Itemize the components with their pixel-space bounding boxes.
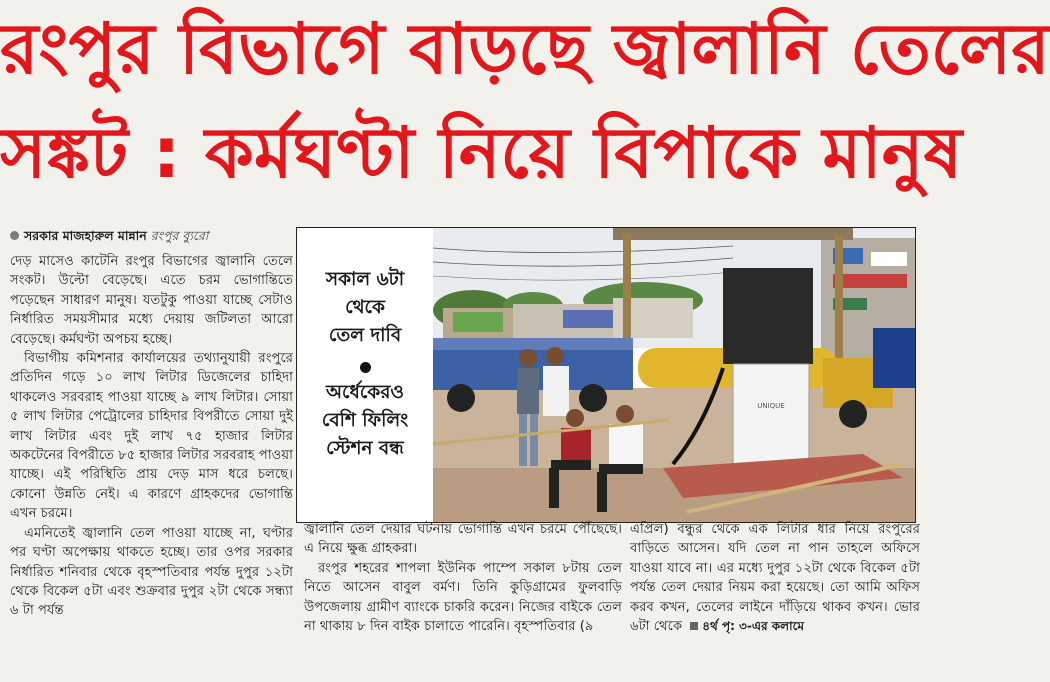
- continued-note: [682, 619, 804, 633]
- paragraph: এমনিতেই জ্বালানি তেল পাওয়া যাচ্ছে না, ঘণ্টার পর ঘণ্টা অপেক্ষায় থাকতে হচ্ছে। তার ওপর সরকার নির্ধারিত শনিবার থেকে বৃহস্পতিবার পর্যন্ত দুপুর ১২টা থেকে বিকেল ৫টা এবং শুক্রবার দুপুর ২টা থেকে সন্ধ্যা ৬ টা পর্যন্ত: [10, 525, 293, 619]
- sidebar-line: তেল দাবি: [328, 325, 402, 346]
- headline-line-1: রংপুর বিভাগে বাড়ছে জ্বালানি তেলের: [0, 8, 1050, 90]
- highlight-sidebar: [297, 228, 433, 522]
- sidebar-line: থেকে: [345, 297, 385, 318]
- paragraph: দেড় মাসেও কাটেনি রংপুর বিভাগের জ্বালানি তেলে সংকট। উল্টো বেড়েছে। এতে চরম ভোগান্তিতে পড়েছেন সাধারণ মানুষ। যতটুকু পাওয়া যাচ্ছে সেটাও নির্ধারিত সময়সীমার মধ্যে দেয়ায় জটিলতা আরো বেড়েছে। কর্মঘণ্টা অপচয় হচ্ছে।: [10, 254, 293, 347]
- byline: [10, 228, 208, 248]
- sidebar-line: স্টেশন বন্ধ: [326, 438, 404, 459]
- sidebar-line: বেশি ফিলিং: [321, 410, 409, 431]
- sidebar-line: সকাল ৬টা: [325, 269, 405, 290]
- bullet-icon: [10, 231, 19, 240]
- author-name: সরকার মাজহারুল মান্নান: [24, 228, 147, 243]
- article-column-3: [630, 520, 920, 636]
- news-photo: [433, 228, 915, 522]
- paragraph: রংপুর শহরের শাপলা ইউনিক পাম্পে সকাল ৮টায় তেল নিতে আসেন বাবুল বর্মণ। তিনি কুড়িগ্রামের ফুলবাড়ি উপজেলায় গ্রামীণ ব্যাংকে চাকরি করেন। নিজের বাইকে তেল না থাকায় ৮ দিন বাইক চালাতে পারেনি। বৃহস্পতিবার (৯: [304, 560, 622, 635]
- paragraph: বিভাগীয় কমিশনার কার্যালয়ের তথ্যানুযায়ী রংপুরে প্রতিদিন গড়ে ১০ লাখ লিটার ডিজেলের চাহিদা থাকলেও সরবরাহ পাওয়া যাচ্ছে ৯ লাখ লিটার। সোয়া ৫ লাখ লিটার পেট্রোলের চাহিদার বিপরীতে সোয়া দুই লাখ লিটার এবং দুই লাখ ৭৫ হাজার লিটার অকটেনের বিপরীতে ৮৫ হাজার লিটার সরবরাহ পাওয়া যাচ্ছে। এই পরিস্থিতি প্রায় দেড় মাস ধরে চলছে। কোনো উন্নতি নেই। এ কারণে গ্রাহকদের ভোগান্তি এখন চরমে।: [10, 351, 293, 522]
- continued-text: ৪র্থ পৃ: ৩-এর কলামে: [702, 619, 805, 634]
- pump-label: UNIQUE: [757, 402, 785, 410]
- paragraph-text: এপ্রিল) বন্ধুর থেকে এক লিটার ধার নিয়ে রংপুরের বাড়িতে আসেন। যদি তেল না পান তাহলে অফিসে যাওয়া যাবে না। এর মধ্যে দুপুর ১২টা থেকে বিকেল ৫টা পর্যন্ত তেল দেয়ার নিয়ম করা হয়েছে। তো আমি অফিস করব কখন, তেলের লাইনে দাঁড়িয়ে থাকব কখন। ভোর ৬টা থেকে: [630, 522, 920, 635]
- paragraph: [630, 520, 920, 636]
- article-column-2: [304, 520, 622, 636]
- photo-box: [296, 227, 916, 523]
- article-column-1: [10, 252, 293, 621]
- paragraph: জ্বালানি তেল দেয়ার ঘটনায় ভোগান্তি এখন চরমে পৌঁছেছে। এ নিয়ে ক্ষুব্ধ গ্রাহকরা।: [304, 522, 622, 557]
- sidebar-line: অর্ধেকেরও: [326, 382, 404, 403]
- bullet-icon: [360, 362, 371, 373]
- headline-line-2: সঙ্কট : কর্মঘণ্টা নিয়ে বিপাকে মানুষ: [0, 112, 963, 194]
- bureau-name: রংপুর ব্যুরো: [150, 228, 209, 243]
- square-icon: [690, 622, 698, 630]
